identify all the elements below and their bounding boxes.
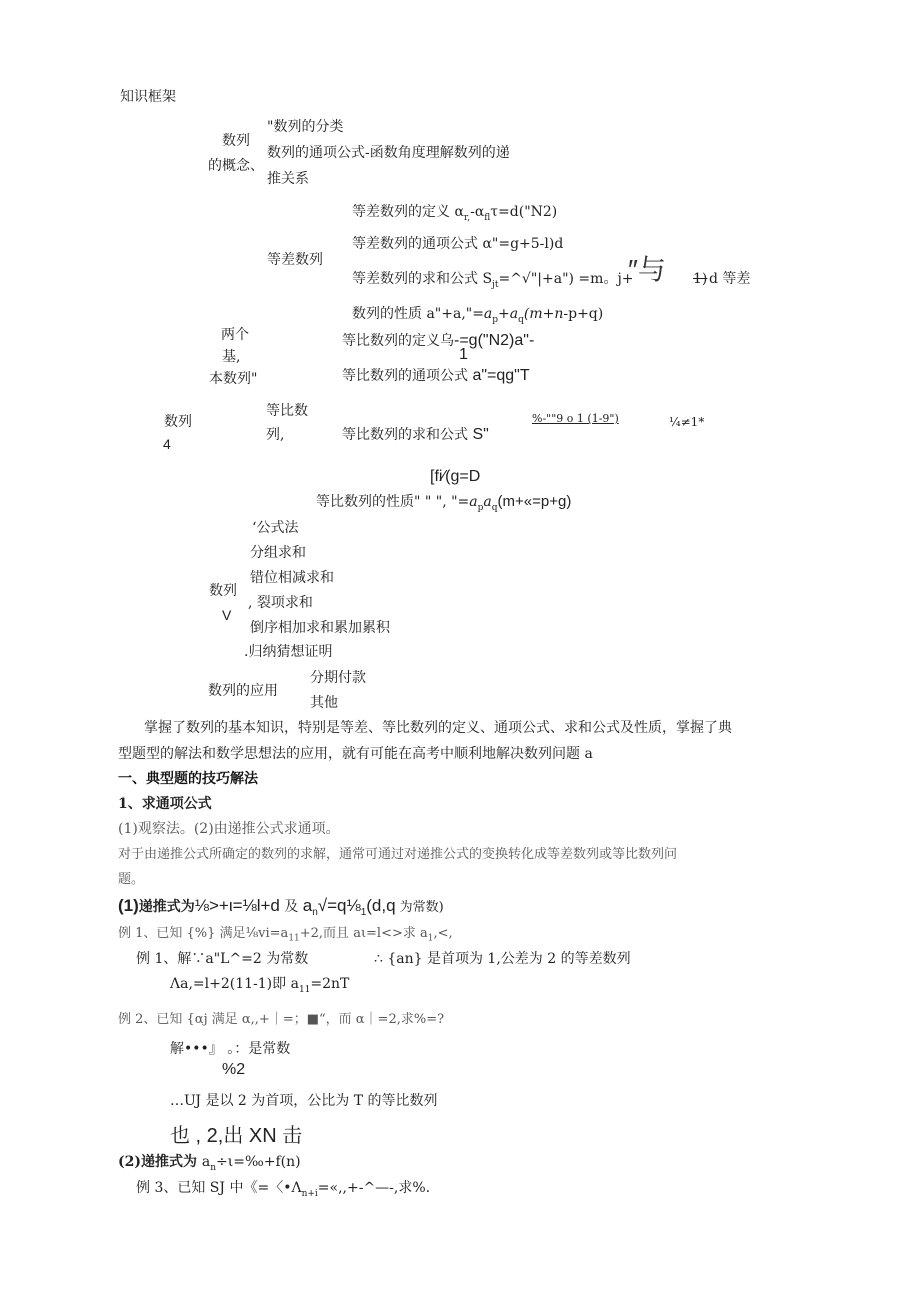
sequences-label-2: 4: [163, 436, 171, 452]
geometric-definition: 等比数列的定义乌-=g("N2)a"-: [342, 332, 535, 349]
sum-method-formula: ‘公式法: [252, 520, 299, 536]
geometric-property: 等比数列的性质" " ", "$=a_pa_q(m+«=p+g)$: [316, 493, 572, 513]
sum-method-grouping: 分组求和: [250, 545, 306, 561]
arithmetic-sum-garbled: ″与: [628, 254, 666, 285]
example-1-answer-1b: ∴ {an} 是首项为 1,公差为 2 的等差数列: [374, 951, 631, 967]
example-2-question: 例 2、已知 {αj 满足 α,,+｜=；■“，而 α｜=2,求%=?: [118, 1012, 445, 1027]
concept-item-general-formula: 数列的通项公式-函数角度理解数列的递: [267, 145, 510, 161]
geometric-sum-condition: ¼≠1*: [669, 415, 705, 429]
geometric-definition-tail: 1: [459, 346, 468, 363]
geometric-label-1: 等比数: [266, 403, 308, 419]
desc-line-2: 题。: [118, 872, 145, 887]
geometric-sum-formula: 等比数列的求和公式 S": [342, 426, 489, 443]
example-2-answer-4: 也 , 2,出 XN 击: [170, 1125, 303, 1147]
example-1-answer-1: 例 1、解∵a"L^=2 为常数: [136, 951, 309, 967]
case-1-heading: (1)递推式为⅛>+ι=⅛l+d 及 $a_n√=q\frac{1}{8}_1(d,q$ 为常数): [118, 896, 444, 919]
example-2-answer-3: …UJ 是以 2 为首项，公比为 T 的等比数列: [170, 1093, 438, 1109]
geometric-sum-under: [fi⁄(g=D: [430, 468, 481, 485]
sum-method-split-term: , 裂项求和: [248, 595, 313, 611]
arithmetic-sum-tail: d 等差: [709, 271, 751, 287]
summation-label-1: 数列: [209, 583, 237, 599]
section-heading: 一、典型题的技巧解法: [118, 771, 258, 787]
concept-item-recurrence: 推关系: [267, 171, 309, 187]
intro-line-1: 掌握了数列的基本知识，特别是等差、等比数列的定义、通项公式、求和公式及性质，掌握了典: [144, 720, 732, 736]
methods-line: (1)观察法。(2)由递推公式求通项。: [118, 821, 340, 837]
arithmetic-sum-formula: 等差数列的求和公式 $S_{jt}=\^{}√"|+a") =m$。j+: [352, 271, 634, 290]
sum-method-induction: .归纳猜想证明: [244, 644, 333, 660]
arithmetic-property: 数列的性质 $a"+a,"=a_p+a_q(m+n-p+q)$: [352, 306, 604, 325]
example-2-answer-1: 解•••』 。：是常数: [170, 1041, 291, 1057]
summation-label-2: V: [222, 607, 232, 623]
geometric-label-2: 列,: [266, 427, 285, 443]
example-2-answer-2: %2: [222, 1061, 246, 1078]
example-3-question: 例 3、已知 SJ 中《=〈$•\Lambda_{n+i}=«,,+-\^{}—-$,求%.: [136, 1180, 431, 1199]
arithmetic-general-formula: 等差数列的通项公式 α"=g+5-l)d: [352, 236, 564, 252]
concept-label-1: 数列: [222, 133, 250, 149]
arithmetic-sum-strike: 1): [693, 271, 708, 287]
arithmetic-definition: 等差数列的定义 $\alpha_{r,}-\alpha_{fl}\tau=d("N2)$: [352, 204, 558, 223]
arithmetic-label: 等差数列: [267, 252, 323, 268]
concept-item-classification: "数列的分类: [267, 119, 344, 135]
case-2-heading: (2)递推式为 $a_n\div\iota=‰+f(n)$: [118, 1154, 301, 1173]
concept-label-2: 的概念、: [208, 158, 264, 174]
application-other: 其他: [310, 695, 338, 711]
application-installment: 分期付款: [310, 670, 366, 686]
example-1-question: 例 1、已知 {%} 满足$\frac{1}{8}vi=a_{11}+2$,而且 aι=l<>求 $a_1,<$,: [118, 926, 453, 944]
subsection-heading: 1、求通项公式: [118, 796, 212, 812]
intro-line-2: 型题型的解法和数学思想法的应用，就有可能在高考中顺利地解决数列问题 a: [118, 746, 593, 762]
sum-method-shift-subtract: 错位相减求和: [250, 570, 334, 586]
page-title: 知识框架: [120, 89, 176, 105]
sum-method-reverse-add: 倒序相加求和累加累积: [250, 620, 390, 636]
example-1-answer-2: Λa,=l+2(11-1)即 $a_{11}=2nT$: [170, 976, 350, 995]
desc-line-1: 对于由递推公式所确定的数列的求解，通常可通过对递推公式的变换转化成等差数列或等比数列问: [118, 847, 678, 862]
two-basic-label-3: 本数列": [209, 371, 258, 387]
two-basic-label-1: 两个: [221, 327, 249, 343]
sequences-label-1: 数列: [164, 414, 192, 430]
two-basic-label-2: 基,: [222, 349, 241, 365]
geometric-general-formula: 等比数列的通项公式 a"=qg"T: [342, 367, 530, 384]
application-label: 数列的应用: [208, 683, 278, 699]
geometric-sum-fraction: %-""9 ο 1 (1-9"): [532, 412, 619, 425]
